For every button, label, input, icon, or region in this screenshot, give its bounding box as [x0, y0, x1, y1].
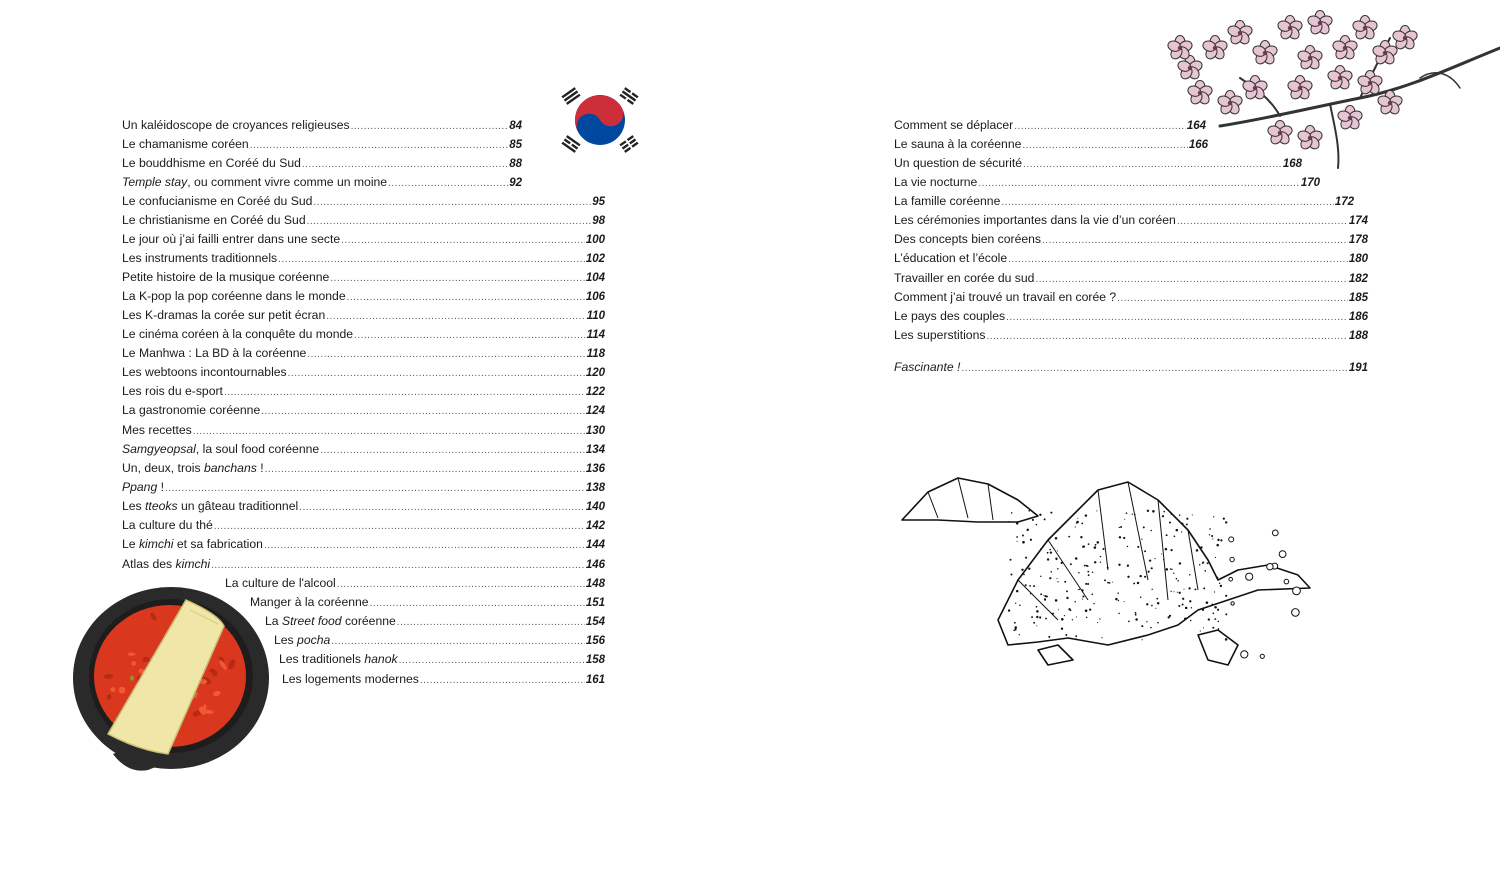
toc-entry-text: Atlas des: [122, 557, 176, 571]
toc-entry-title: [894, 175, 977, 190]
toc-entry: [894, 251, 1368, 267]
toc-entry-text: La K-pop la pop coréenne dans le monde: [122, 289, 346, 303]
toc-page-number: 172: [1334, 196, 1354, 208]
dot-leader: [986, 329, 1347, 344]
tteokbokki-pan-illustration: [68, 584, 274, 780]
toc-page-number: 100: [585, 234, 605, 246]
toc-entry: [894, 360, 1368, 376]
toc-page-number: 118: [586, 348, 605, 360]
toc-entry-title: [282, 672, 419, 687]
toc-entry: [122, 289, 605, 305]
toc-entry-text: Le christianisme en Coréé du Sud: [122, 213, 306, 227]
toc-page-number: 84: [509, 120, 522, 132]
toc-entry: [122, 118, 522, 134]
toc-entry: [122, 270, 605, 286]
dot-leader: [1042, 233, 1348, 248]
toc-entry-title: [122, 251, 277, 266]
toc-entry: [122, 384, 605, 400]
toc-entry: [122, 308, 605, 324]
toc-entry: [274, 633, 605, 649]
toc-entry-title: [894, 360, 960, 375]
toc-entry: [279, 652, 605, 668]
toc-entry-text: Comment j’ai trouvé un travail en corée ?: [894, 290, 1117, 304]
toc-entry-title: [122, 499, 298, 514]
toc-entry-title: [122, 156, 301, 171]
toc-entry-title: [894, 251, 1007, 266]
dot-leader: [420, 673, 585, 688]
toc-entry-title: [122, 442, 319, 457]
toc-entry: [122, 557, 605, 573]
toc-entry: [122, 194, 605, 210]
dot-leader: [211, 558, 585, 573]
dot-leader: [250, 138, 509, 153]
toc-entry-title: [122, 232, 340, 247]
toc-entry-text: L’éducation et l’école: [894, 251, 1008, 265]
toc-entry: [122, 251, 605, 267]
toc-entry-italic-text: banchans: [203, 461, 257, 475]
toc-entry: [282, 672, 605, 688]
toc-entry-title: [122, 346, 306, 361]
toc-entry-italic-text: hanok: [364, 652, 398, 666]
toc-entry-title: [122, 327, 353, 342]
toc-entry: [122, 232, 605, 248]
toc-entry-text: Les rois du e-sport: [122, 384, 223, 398]
toc-entry-text: La gastronomie coréenne: [122, 403, 261, 417]
toc-page-number: 161: [585, 674, 605, 686]
toc-entry-title: [279, 652, 398, 667]
toc-entry-text: Les K-dramas la corée sur petit écran: [122, 308, 326, 322]
toc-entry: [122, 175, 522, 191]
toc-entry-title: [122, 537, 263, 552]
toc-entry-text: !: [157, 480, 165, 494]
toc-entry-italic-text: Fascinante !: [894, 360, 961, 374]
toc-entry: [122, 461, 605, 477]
dot-leader: [331, 634, 585, 649]
toc-entry: [122, 480, 605, 496]
toc-entry: [122, 327, 605, 343]
toc-page-number: 178: [1348, 234, 1368, 246]
toc-entry-title: [894, 118, 1013, 133]
toc-entry-italic-text: kimchi: [175, 557, 211, 571]
toc-page-number: 166: [1188, 139, 1208, 151]
toc-entry-title: [122, 308, 325, 323]
toc-page-number: 180: [1348, 253, 1368, 265]
toc-entry-text: Le chamanisme coréen: [122, 137, 249, 151]
toc-page-number: 136: [585, 463, 605, 475]
toc-page-number: 158: [585, 654, 605, 666]
toc-entry-text: La culture de l'alcool: [225, 576, 336, 590]
dot-leader: [193, 424, 585, 439]
toc-entry: [122, 213, 605, 229]
toc-entry-italic-text: Ppang: [122, 480, 158, 494]
toc-entry-title: [122, 403, 260, 418]
dot-leader: [299, 500, 585, 515]
toc-entry-title: [122, 137, 249, 152]
dot-leader: [347, 290, 585, 305]
toc-entry-text: Les superstitions: [894, 328, 986, 342]
toc-page-number: 140: [585, 501, 605, 513]
dot-leader: [307, 347, 585, 362]
toc-entry-title: [122, 518, 213, 533]
toc-page-number: 110: [586, 310, 605, 322]
toc-entry-text: Mes recettes: [122, 423, 192, 437]
toc-entry: [265, 614, 605, 630]
south-korea-flag-illustration: [558, 82, 642, 158]
toc-entry-title: [122, 175, 387, 190]
toc-entry: [894, 290, 1368, 306]
toc-page-number: 122: [585, 386, 605, 398]
toc-entry-text: Manger à la coréenne: [250, 595, 369, 609]
toc-page-number: 188: [1348, 330, 1368, 342]
toc-page-number: 191: [1348, 362, 1368, 374]
toc-entry-text: Un kaléidoscope de croyances religieuses: [122, 118, 350, 132]
toc-page-number: 144: [585, 539, 605, 551]
toc-entry: [894, 309, 1368, 325]
toc-entry-text: Les cérémonies importantes dans la vie d’un coréen: [894, 213, 1176, 227]
dot-leader: [370, 596, 585, 611]
dot-leader: [1001, 195, 1333, 210]
dot-leader: [351, 119, 509, 134]
dot-leader: [388, 176, 508, 191]
toc-entry: [122, 346, 605, 362]
toc-entry-text: Les: [274, 633, 298, 647]
toc-page-number: 88: [509, 158, 522, 170]
toc-entry-italic-text: Temple stay: [122, 175, 188, 189]
toc-entry-text: Le: [122, 537, 139, 551]
toc-page-number: 92: [509, 177, 522, 189]
toc-page-number: 102: [585, 253, 605, 265]
dot-leader: [1117, 291, 1348, 306]
toc-entry-text: Le pays des couples: [894, 309, 1006, 323]
dot-leader: [397, 615, 585, 630]
toc-entry-text: Travailler en corée du sud: [894, 271, 1035, 285]
toc-entry: [122, 423, 605, 439]
toc-entry-title: [894, 232, 1041, 247]
toc-entry-text: Petite histoire de la musique coréenne: [122, 270, 330, 284]
dot-leader: [214, 519, 585, 534]
toc-page-number: 98: [592, 215, 605, 227]
toc-entry-title: [894, 213, 1176, 228]
toc-page-number: 185: [1348, 292, 1368, 304]
toc-entry-title: [122, 423, 192, 438]
toc-entry-text: Le bouddhisme en Coréé du Sud: [122, 156, 301, 170]
dot-leader: [399, 653, 585, 668]
toc-entry-title: [894, 137, 1021, 152]
toc-page-number: 104: [585, 272, 605, 284]
toc-entry: [122, 499, 605, 515]
toc-entry-text: Les traditionels: [279, 652, 365, 666]
toc-page-number: 85: [509, 139, 522, 151]
rocky-island-illustration: [898, 470, 1330, 686]
toc-entry-italic-text: tteoks: [145, 499, 178, 513]
dot-leader: [961, 361, 1347, 376]
toc-entry-italic-text: Samgyeopsal: [122, 442, 196, 456]
toc-entry-title: [894, 194, 1000, 209]
dot-leader: [288, 366, 585, 381]
dot-leader: [354, 328, 586, 343]
toc-page-number: 120: [585, 367, 605, 379]
toc-entry-title: [894, 271, 1034, 286]
toc-entry-text: La famille coréenne: [894, 194, 1001, 208]
toc-page-number: 114: [586, 329, 605, 341]
toc-entry: [225, 576, 605, 592]
toc-entry-text: et sa fabrication: [173, 537, 263, 551]
dot-leader: [341, 233, 585, 248]
dot-leader: [330, 271, 585, 286]
toc-entry-text: coréenne: [341, 614, 396, 628]
dot-leader: [320, 443, 585, 458]
toc-entry-text: Les: [122, 499, 146, 513]
toc-page-number: 134: [585, 444, 605, 456]
toc-entry-italic-text: Street food: [281, 614, 342, 628]
toc-entry-text: Un question de sécurité: [894, 156, 1023, 170]
toc-entry: [894, 213, 1368, 229]
toc-page-number: 174: [1348, 215, 1368, 227]
toc-entry-italic-text: kimchi: [138, 537, 174, 551]
toc-entry-text: Le cinéma coréen à la conquête du monde: [122, 327, 354, 341]
dot-leader: [261, 404, 585, 419]
toc-page-number: 186: [1348, 311, 1368, 323]
toc-page-number: 182: [1348, 273, 1368, 285]
toc-page-number: 156: [585, 635, 605, 647]
cherry-blossom-branch-illustration: [1160, 8, 1500, 178]
toc-entry: [122, 403, 605, 419]
toc-page-number: 106: [585, 291, 605, 303]
toc-entry-text: Comment se déplacer: [894, 118, 1014, 132]
toc-page-number: 154: [585, 616, 605, 628]
toc-page-number: 170: [1300, 177, 1320, 189]
toc-entry: [894, 232, 1368, 248]
toc-entry-text: Le Manhwa : La BD à la coréenne: [122, 346, 307, 360]
toc-page-number: 168: [1282, 158, 1302, 170]
dot-leader: [224, 385, 585, 400]
toc-entry-title: [122, 118, 350, 133]
toc-entry-title: [122, 480, 164, 495]
toc-entry-title: [894, 309, 1005, 324]
dot-leader: [337, 577, 585, 592]
dot-leader: [1035, 272, 1347, 287]
toc-entry-text: , ou comment vivre comme un moine: [187, 175, 388, 189]
dot-leader: [302, 157, 508, 172]
toc-entry-title: [122, 289, 346, 304]
toc-page-number: 151: [585, 597, 605, 609]
toc-entry-title: [894, 290, 1116, 305]
toc-entry-text: Des concepts bien coréens: [894, 232, 1042, 246]
toc-entry-text: La: [265, 614, 282, 628]
toc-page-number: 148: [585, 578, 605, 590]
toc-entry-text: Le jour où j’ai failli entrer dans une secte: [122, 232, 341, 246]
toc-entry-text: !: [256, 461, 264, 475]
toc-entry: [122, 537, 605, 553]
dot-leader: [978, 176, 1299, 191]
toc-page-number: 138: [585, 482, 605, 494]
toc-entry-text: La culture du thé: [122, 518, 213, 532]
toc-entry: [894, 194, 1354, 210]
toc-entry: [122, 365, 605, 381]
toc-entry: [122, 442, 605, 458]
toc-page-number: 164: [1186, 120, 1206, 132]
toc-entry: [250, 595, 605, 611]
toc-entry: [894, 271, 1368, 287]
dot-leader: [1177, 214, 1348, 229]
toc-page-number: 142: [585, 520, 605, 532]
toc-entry-title: [122, 194, 312, 209]
toc-entry-italic-text: pocha: [297, 633, 331, 647]
toc-entry-title: [265, 614, 396, 629]
toc-entry-text: Le confucianisme en Coréé du Sud: [122, 194, 313, 208]
dot-leader: [265, 462, 585, 477]
toc-entry-text: Les webtoons incontournables: [122, 365, 287, 379]
toc-entry-title: [894, 328, 985, 343]
toc-entry-title: [894, 156, 1022, 171]
toc-entry-text: Les instruments traditionnels: [122, 251, 278, 265]
toc-entry-title: [122, 213, 306, 228]
toc-entry-title: [122, 557, 210, 572]
toc-entry: [122, 156, 522, 172]
toc-entry-text: Le sauna à la coréenne: [894, 137, 1022, 151]
toc-entry: [894, 328, 1368, 344]
toc-entry-text: Les logements modernes: [282, 672, 419, 686]
dot-leader: [1006, 310, 1348, 325]
dot-leader: [326, 309, 585, 324]
dot-leader: [1008, 252, 1348, 267]
toc-page-number: 130: [585, 425, 605, 437]
toc-page-number: 124: [585, 405, 605, 417]
toc-entry-title: [122, 384, 223, 399]
toc-entry: [122, 137, 522, 153]
toc-entry-text: , la soul food coréenne: [195, 442, 320, 456]
dot-leader: [307, 214, 592, 229]
dot-leader: [264, 538, 585, 553]
dot-leader: [313, 195, 591, 210]
toc-entry-title: [274, 633, 330, 648]
toc-entry-text: un gâteau traditionnel: [177, 499, 299, 513]
dot-leader: [278, 252, 585, 267]
toc-page-number: 95: [592, 196, 605, 208]
toc-page-number: 146: [585, 559, 605, 571]
toc-entry-title: [122, 365, 287, 380]
toc-entry: [122, 518, 605, 534]
toc-entry-text: La vie nocturne: [894, 175, 978, 189]
toc-entry-text: Un, deux, trois: [122, 461, 204, 475]
dot-leader: [165, 481, 585, 496]
toc-entry-title: [122, 461, 264, 476]
toc-entry-title: [122, 270, 329, 285]
